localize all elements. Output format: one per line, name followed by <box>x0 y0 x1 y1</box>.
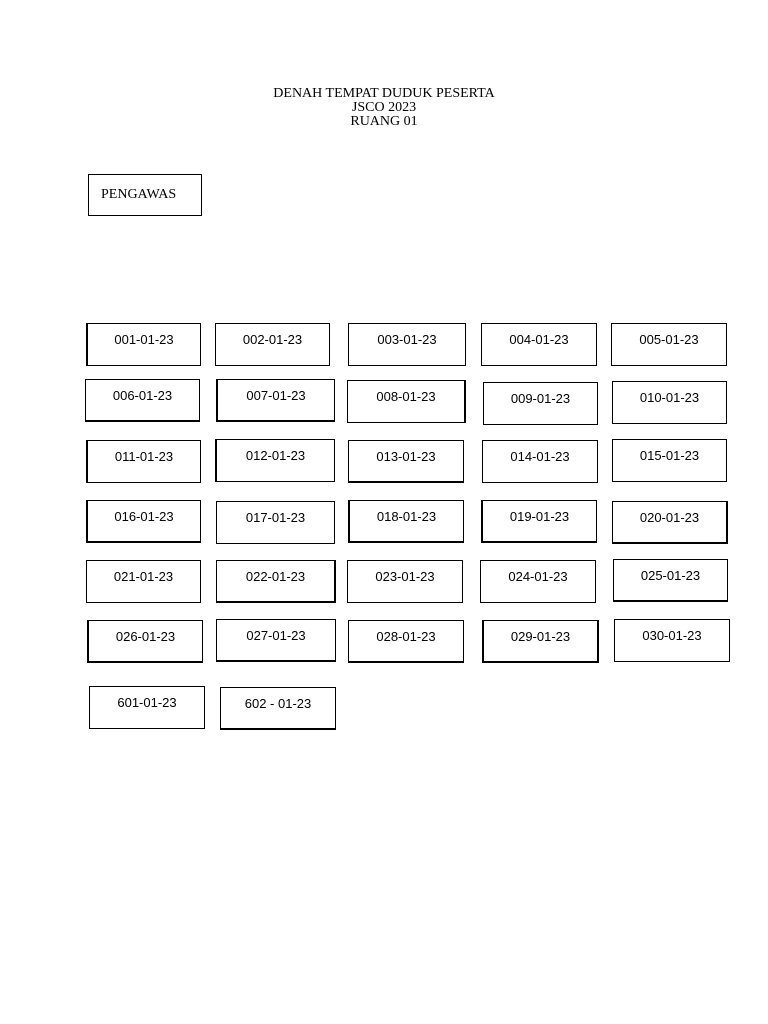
seat-box: 024-01-23 <box>480 560 596 603</box>
seat-box: 010-01-23 <box>612 381 727 424</box>
seat-box: 012-01-23 <box>215 439 335 482</box>
seat-box: 030-01-23 <box>614 619 730 662</box>
seat-box: 003-01-23 <box>348 323 466 366</box>
seat-box: 015-01-23 <box>612 439 727 482</box>
seat-box: 011-01-23 <box>86 440 201 483</box>
supervisor-box <box>88 174 202 216</box>
seat-box: 027-01-23 <box>216 619 336 662</box>
seat-box: 026-01-23 <box>87 620 203 663</box>
seat-box: 014-01-23 <box>482 440 598 483</box>
header-event: JSCO 2023 <box>351 100 417 115</box>
seat-box: 022-01-23 <box>216 560 336 603</box>
header-room: RUANG 01 <box>350 114 418 129</box>
seat-box: 006-01-23 <box>85 379 200 422</box>
supervisor-label: PENGAWAS <box>101 187 177 202</box>
seat-box: 025-01-23 <box>613 559 728 602</box>
seat-box: 008-01-23 <box>347 380 466 423</box>
seat-box: 601-01-23 <box>89 686 205 729</box>
seat-box: 005-01-23 <box>611 323 727 366</box>
seat-box: 002-01-23 <box>215 323 330 366</box>
document-header <box>0 87 768 129</box>
seat-box: 009-01-23 <box>483 382 598 425</box>
seat-box: 029-01-23 <box>482 620 599 663</box>
seat-box: 028-01-23 <box>348 620 464 663</box>
seat-box: 023-01-23 <box>347 560 463 603</box>
seat-box: 007-01-23 <box>216 379 335 422</box>
header-title: DENAH TEMPAT DUDUK PESERTA <box>273 86 495 101</box>
seat-box: 016-01-23 <box>86 500 201 543</box>
seat-box: 602 - 01-23 <box>220 687 336 730</box>
seat-box: 020-01-23 <box>612 501 728 544</box>
seat-box: 013-01-23 <box>348 440 464 483</box>
seat-box: 001-01-23 <box>86 323 201 366</box>
seat-box: 004-01-23 <box>481 323 597 366</box>
seat-box: 019-01-23 <box>481 500 597 543</box>
seat-box: 021-01-23 <box>86 560 201 603</box>
seat-box: 018-01-23 <box>348 500 464 543</box>
seat-box: 017-01-23 <box>216 501 335 544</box>
